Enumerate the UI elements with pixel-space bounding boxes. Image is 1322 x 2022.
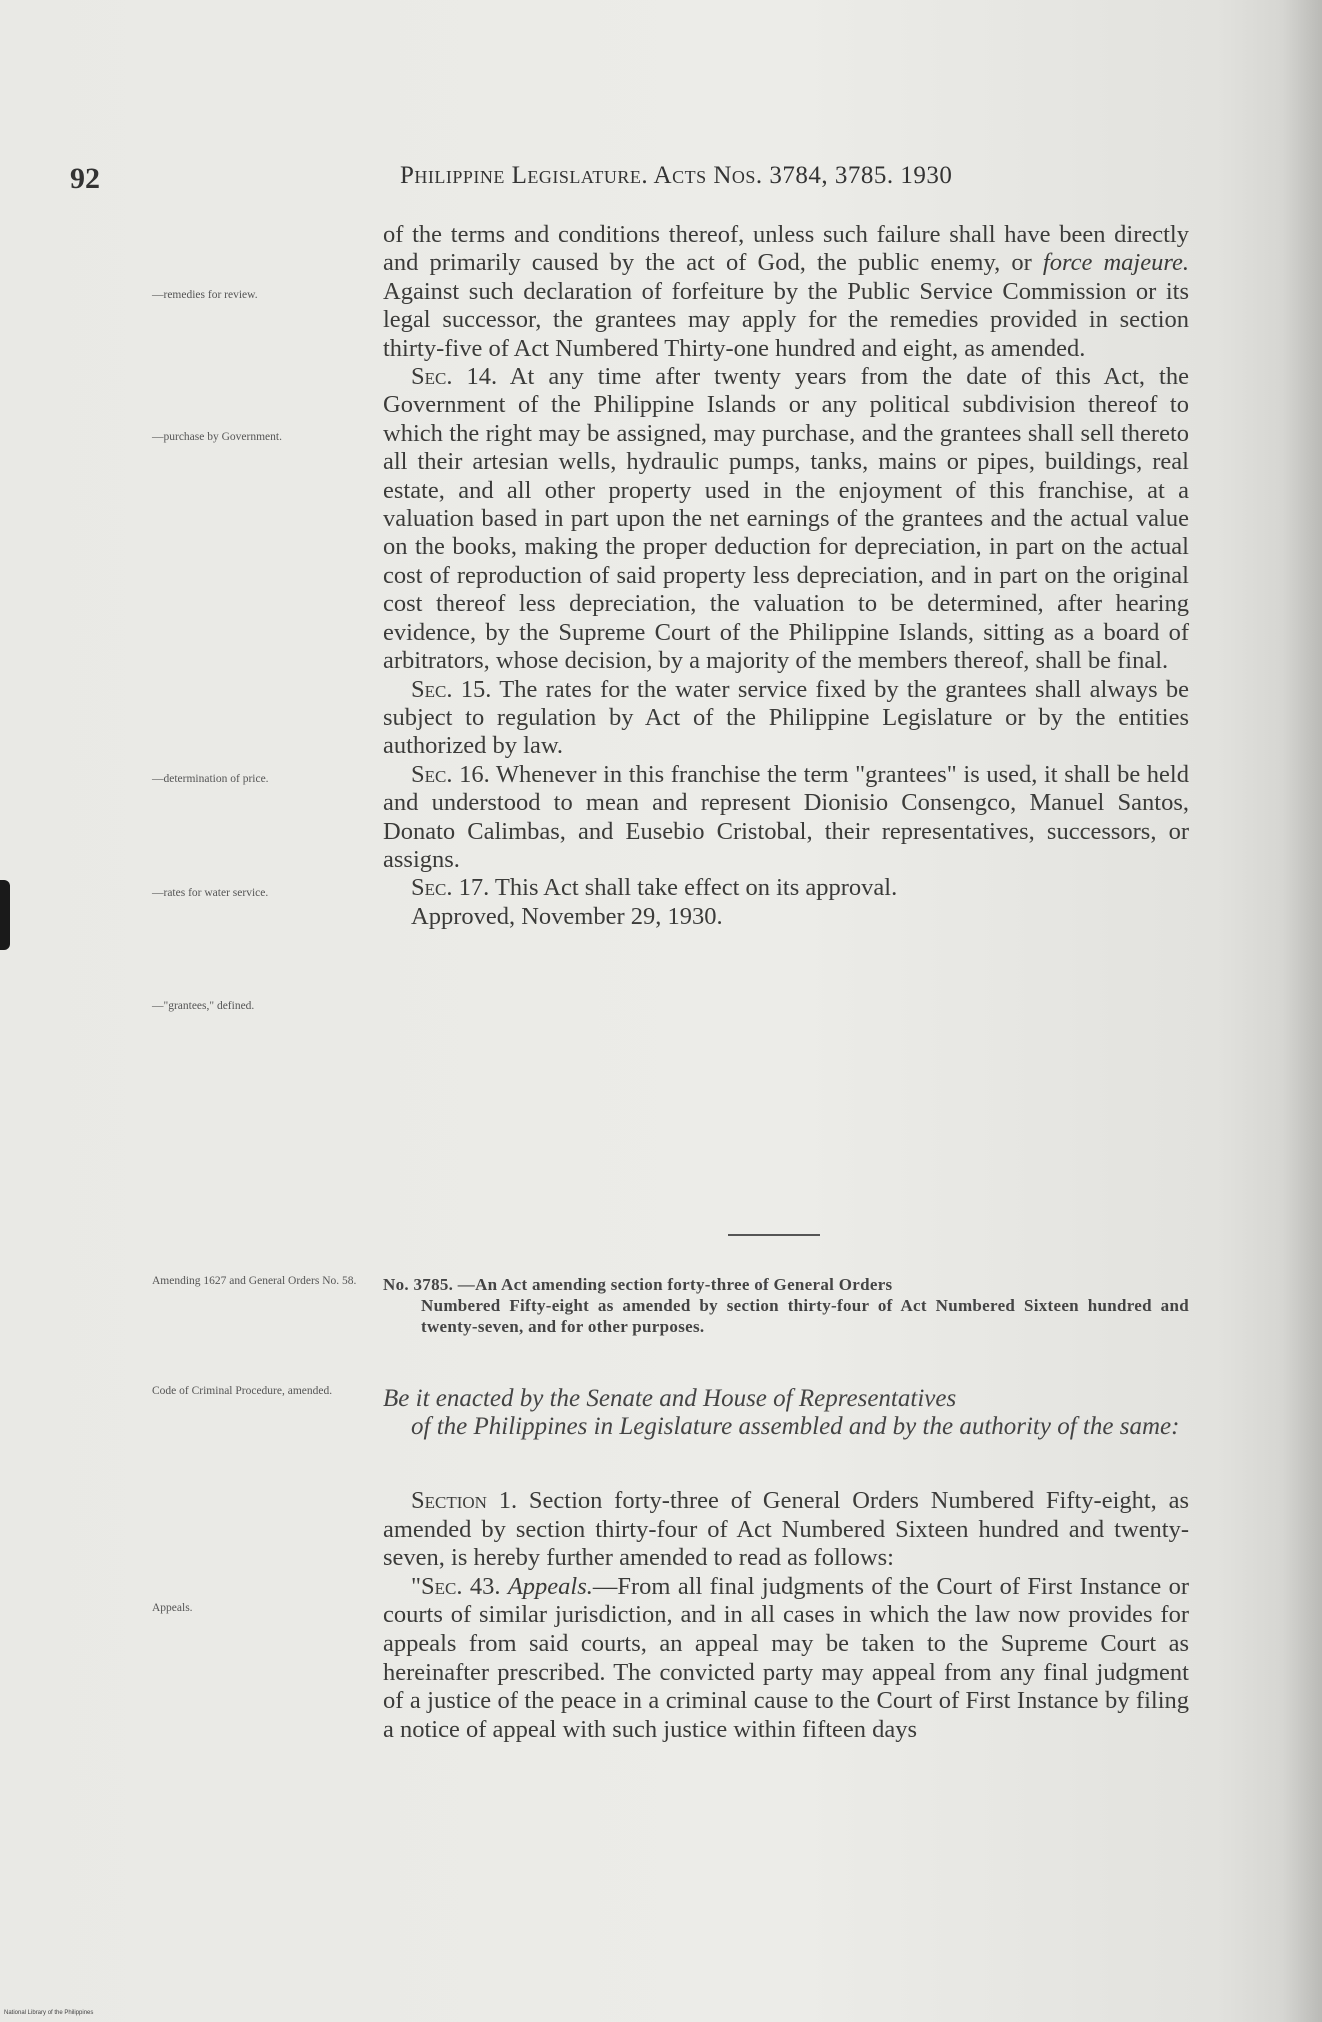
binding-mark (0, 880, 10, 950)
act-body-text (383, 1487, 1189, 1744)
page-edge-shadow (1282, 0, 1322, 2022)
body-text (383, 221, 1189, 931)
running-head: Philippine Legislature. Acts Nos. 3784, 3785. 1930 (400, 162, 953, 189)
margin-note-grantees: —"grantees," defined. (152, 1000, 255, 1012)
section-1: Section 1. Section forty-three of General Orders Numbered Fifty-eight, as amended by section thirty-four of Act Numbered Sixteen hundred and twenty-seven, is hereby further amended to read as follows: (383, 1487, 1189, 1572)
section-14: Sec. 14. At any time after twenty years from the date of this Act, the Government of the Philippine Islands or any political subdivision thereof to which the right may be assigned, may purchase, and the grantees shall sell thereto all their artesian wells, hydraulic pumps, tanks, mains or pipes, buildings, real estate, and all other property used in the enjoyment of this franchise, at a valuation based in part upon the net earnings of the grantees and the actual value on the books, making the proper deduction for depreciation, in part on the actual cost of reproduction of said property less depreciation, and in part on the original cost thereof less depreciation, the valuation to be determined, after hearing evidence, by the Supreme Court of the Philippine Islands, sitting as a board of arbitrators, whose decision, by a majority of the members thereof, shall be final. (383, 363, 1189, 675)
section-16: Sec. 16. Whenever in this franchise the term "grantees" is used, it shall be held and understood to mean and represent Dionisio Consengco, Manuel Santos, Donato Calimbas, and Eusebio Cristobal, their representatives, successors, or assigns. (383, 760, 1189, 873)
margin-note-code: Code of Criminal Procedure, amended. (152, 1385, 333, 1397)
page-number: 92 (70, 162, 100, 195)
margin-note-amending: Amending 1627 and General Orders No. 58. (152, 1275, 357, 1287)
footer-watermark: National Library of the Philippines (4, 2010, 94, 2016)
section-17: Sec. 17. This Act shall take effect on its approval. (411, 874, 898, 902)
margin-note-purchase: —purchase by Government. (152, 431, 282, 443)
enacting-clause: Be it enacted by the Senate and House of Representatives of the Philippines in Legislature assembled and by the authority of the same: (383, 1385, 1180, 1440)
act-title: No. 3785. —An Act amending section forty-three of General Orders Numbered Fifty-eight as amended by section thirty-four of Act Numbered Sixteen hundred and twenty-seven, and for other purposes. (383, 1275, 1189, 1336)
paragraph-forfeiture: of the terms and conditions thereof, unless such failure shall have been directly and primarily caused by the act of God, the public enemy, or force majeure. Against such declaration of forfeiture by the Public Service Commission or its legal successor, the grantees may apply for the remedies provided in section thirty-five of Act Numbered Thirty-one hundred and eight, as amended. (383, 221, 1189, 362)
section-15: Sec. 15. The rates for the water service fixed by the grantees shall always be subject to regulation by Act of the Philippine Legislature or by the entities authorized by law. (383, 675, 1190, 760)
margin-note-price: —determination of price. (152, 773, 269, 785)
section-43-appeals: "Sec. 43. Appeals.—From all final judgments of the Court of First Instance or courts of similar jurisdiction, and in all cases in which the law now provides for appeals from said courts, an appeal may be taken to the Supreme Court as hereinafter prescribed. The convicted party may appeal from any final judgment of a justice of the peace in a criminal cause to the Court of First Instance by filing a notice of appeal with such justice within fifteen days (383, 1572, 1190, 1743)
margin-note-appeals: Appeals. (152, 1602, 193, 1614)
act-number: No. 3785. (383, 1275, 454, 1294)
section-divider (728, 1234, 820, 1236)
margin-note-rates: —rates for water service. (152, 887, 269, 899)
margin-note-remedies: —remedies for review. (152, 289, 258, 301)
approved-date: Approved, November 29, 1930. (411, 902, 723, 930)
